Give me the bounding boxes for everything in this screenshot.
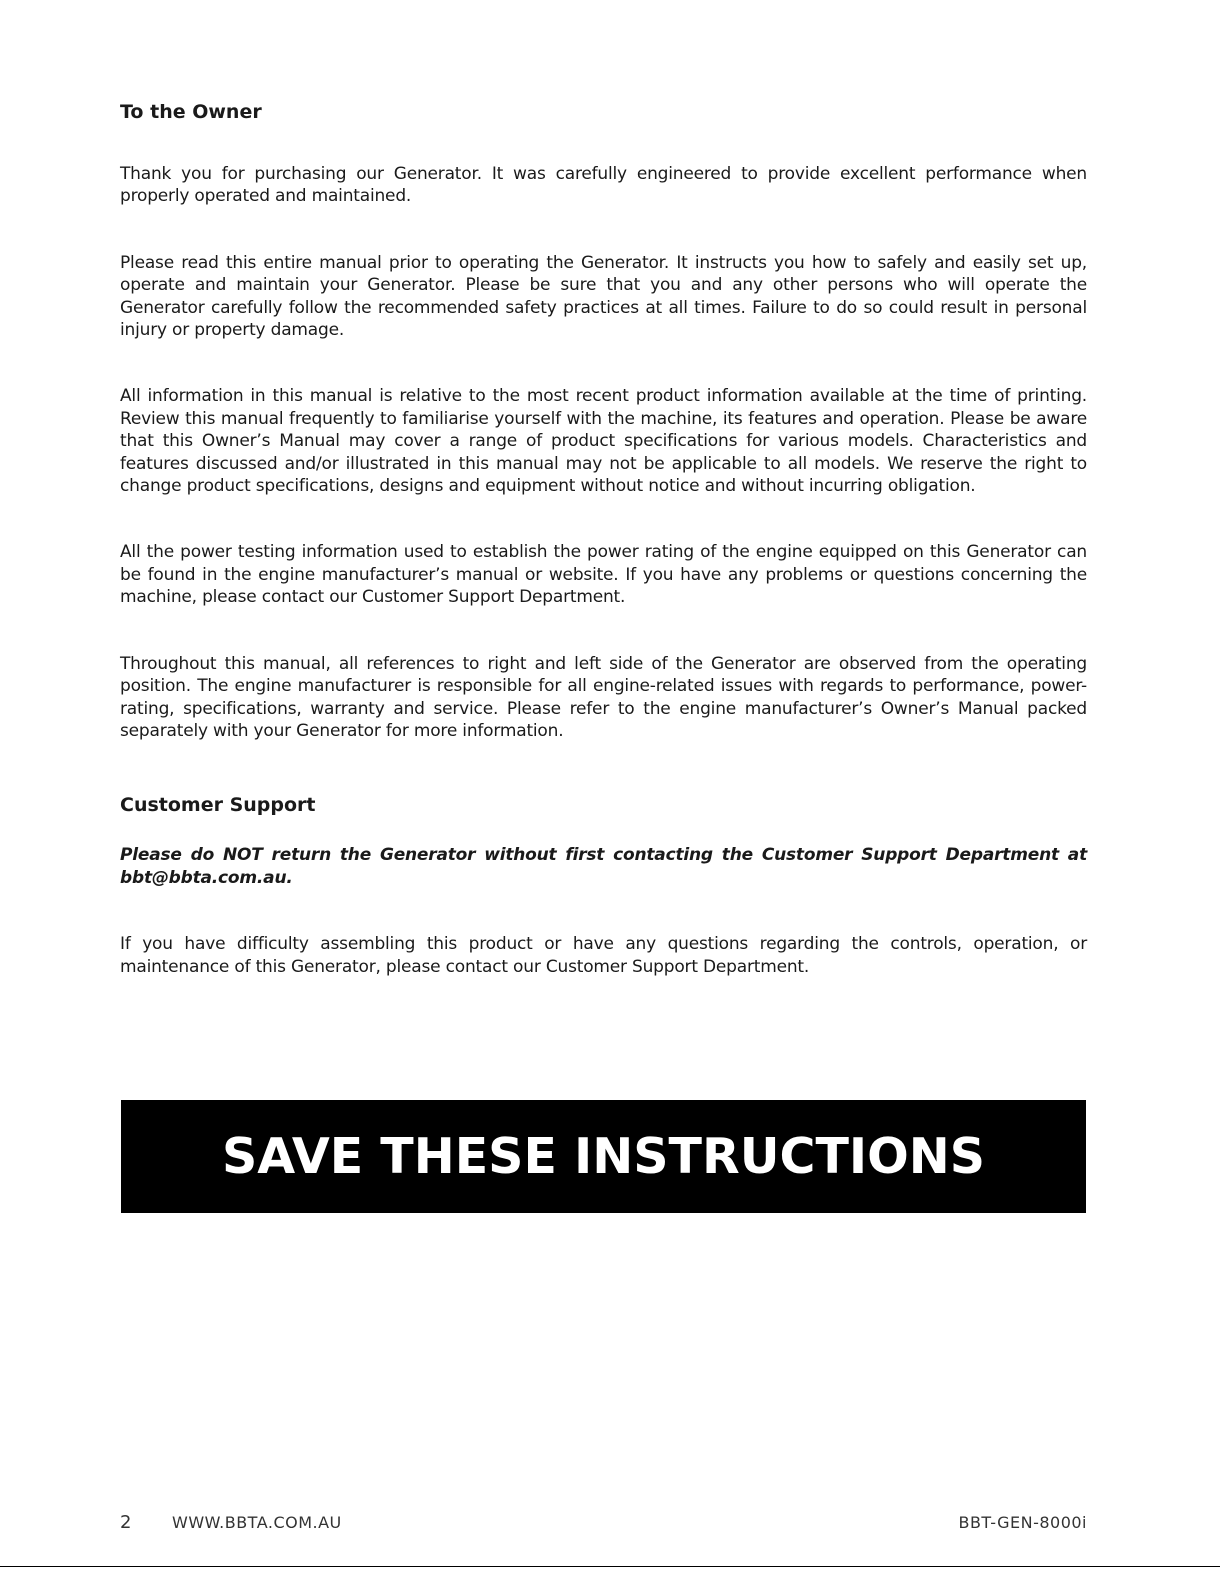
- owner-paragraph-4: All the power testing information used to establish the power rating of the engine equipped on this Generator can be found in the engine manufacturer’s manual or website. If you have any problems or questions concerning the machine, please contact our Customer Support Department.: [120, 542, 1087, 608]
- save-instructions-text: SAVE THESE INSTRUCTIONS: [221, 1128, 986, 1185]
- page-number: 2: [120, 1512, 132, 1533]
- owner-paragraph-3: All information in this manual is relative to the most recent product information available at the time of printing. Review this manual frequently to familiarise yourself with the machine, its features and operation. Please be aware that this Owner’s Manual may cover a range of product specifications for various models. Characteristics and features discussed and/or illustrated in this manual may not be applicable to all models. We reserve the right to change product specifications, designs and equipment without notice and without incurring obligation.: [120, 386, 1087, 497]
- owner-paragraph-5: Throughout this manual, all references to right and left side of the Generator are observed from the operating position. The engine manufacturer is responsible for all engine-related issues with regards to performance, power-rating, specifications, warranty and service. Please refer to the engine manufacturer’s Owner’s Manual packed separately with your Generator for more information.: [120, 653, 1087, 741]
- section-title-to-the-owner: To the Owner: [120, 101, 262, 123]
- website-link[interactable]: WWW.BBTA.COM.AU: [172, 1513, 342, 1532]
- support-paragraph: If you have difficulty assembling this product or have any questions regarding the controls, operation, or maintenance of this Generator, please contact our Customer Support Department.: [120, 934, 1087, 977]
- owner-paragraph-1: Thank you for purchasing our Generator. It was carefully engineered to provide excellent performance when properly operated and maintained.: [120, 164, 1087, 207]
- save-instructions-banner: [121, 1100, 1086, 1213]
- page-footer: [120, 1512, 1087, 1536]
- page-content: [120, 100, 1087, 978]
- bottom-divider: [0, 1566, 1220, 1567]
- model-number: BBT-GEN-8000i: [958, 1513, 1087, 1532]
- section-title-customer-support: Customer Support: [120, 794, 316, 817]
- owner-paragraph-2: Please read this entire manual prior to operating the Generator. It instructs you how to safely and easily set up, operate and maintain your Generator. Please be sure that you and any other persons who will operate the Generator carefully follow the recommended safety practices at all times. Failure to do so could result in personal injury or property damage.: [120, 252, 1087, 341]
- support-notice: Please do NOT return the Generator without first contacting the Customer Support Department at bbt@bbta.com.au.: [120, 845, 1087, 888]
